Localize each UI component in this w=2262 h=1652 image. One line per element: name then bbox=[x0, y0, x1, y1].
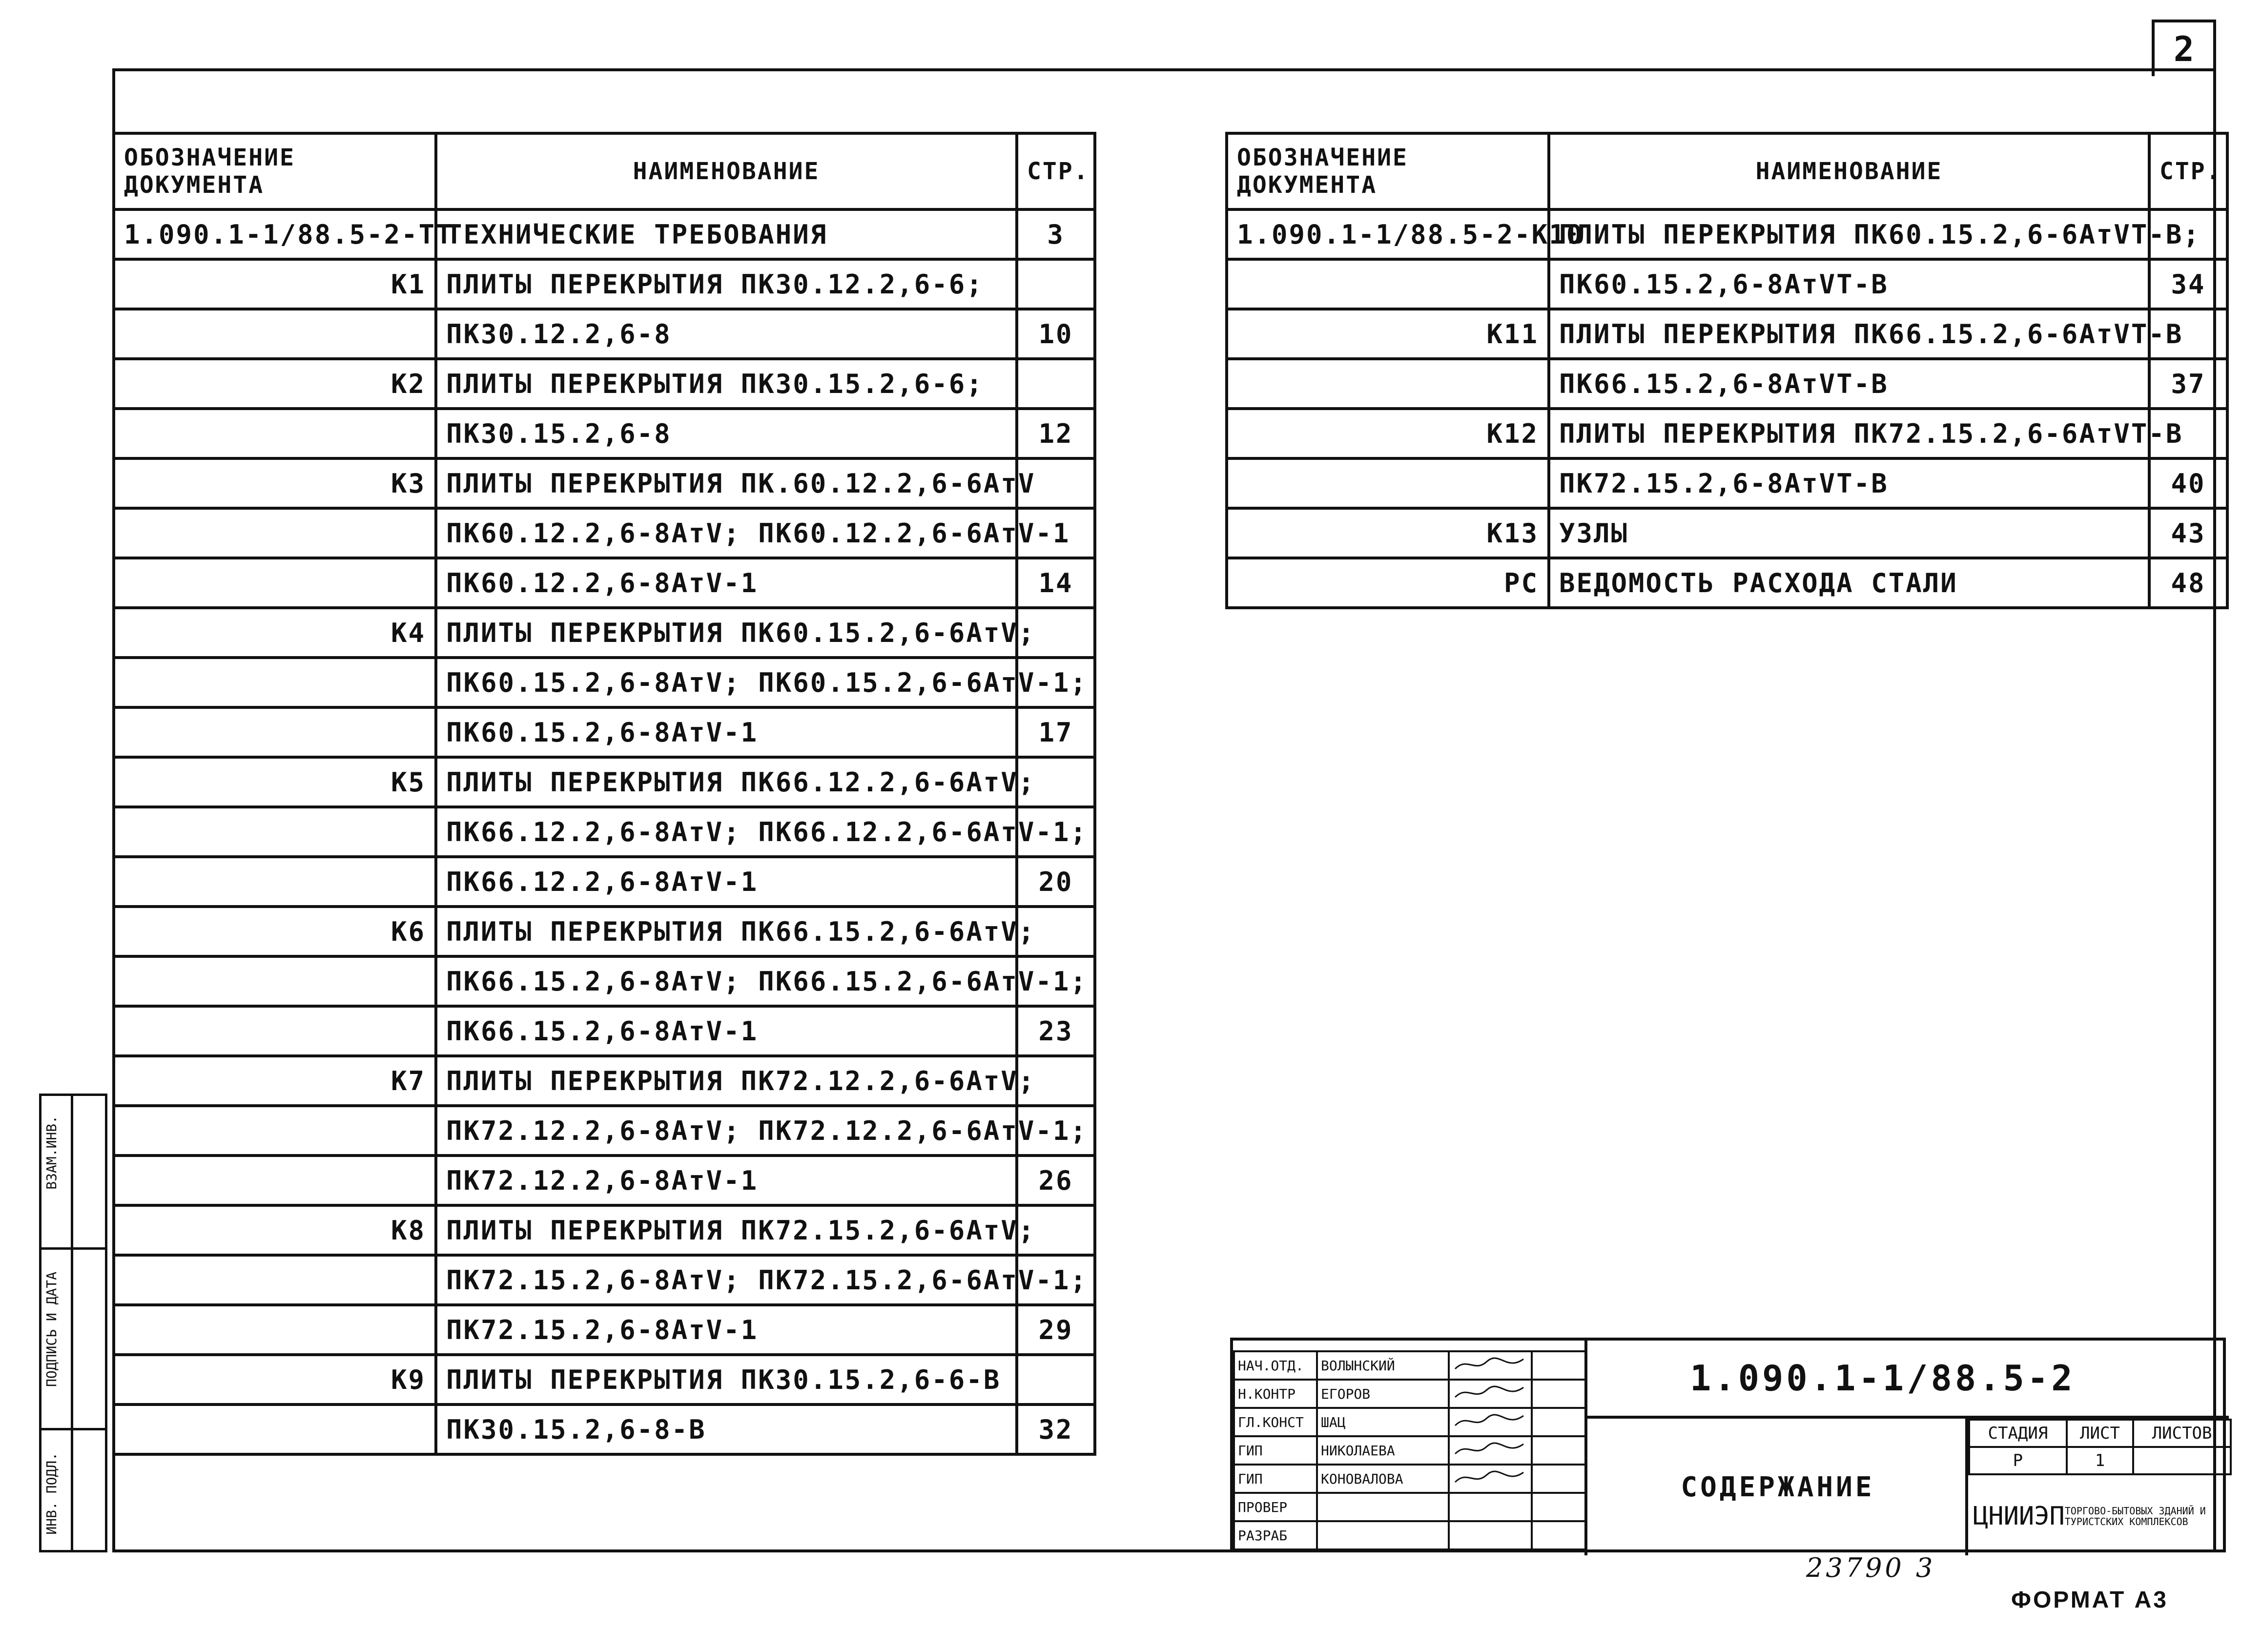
table-row bbox=[114, 807, 1095, 857]
row-code bbox=[114, 1305, 436, 1355]
row-name: ПК72.15.2,6-8АтV; ПК72.15.2,6-6АтV-1; bbox=[436, 1255, 1017, 1305]
table-row bbox=[1227, 209, 2227, 259]
archive-number: 23790 3 bbox=[1806, 1552, 1936, 1583]
row-page: 10 bbox=[1017, 309, 1095, 359]
signature-row bbox=[1234, 1436, 1585, 1465]
header-code: ОБОЗНАЧЕНИЕ ДОКУМЕНТА bbox=[114, 133, 436, 209]
row-name: ПК30.15.2,6-8 bbox=[436, 409, 1017, 458]
table-row bbox=[114, 558, 1095, 608]
handwritten-signature bbox=[1449, 1521, 1532, 1549]
header-page: СТР. bbox=[1017, 133, 1095, 209]
row-code bbox=[114, 956, 436, 1006]
row-code: К7 bbox=[114, 1056, 436, 1106]
row-code bbox=[1227, 259, 1549, 309]
signature-table bbox=[1233, 1350, 1586, 1550]
row-name: ПК60.15.2,6-8АтV-1 bbox=[436, 707, 1017, 757]
sidebar-label-inventory: ИНВ. ПОДЛ. bbox=[43, 1452, 60, 1535]
row-code bbox=[114, 508, 436, 558]
table-row bbox=[114, 409, 1095, 458]
table-row bbox=[1227, 359, 2227, 409]
table-row bbox=[114, 1404, 1095, 1454]
document-code: 1.090.1-1/88.5-2 bbox=[1584, 1341, 2229, 1419]
contents-table-left bbox=[112, 132, 1096, 1456]
table-row bbox=[114, 1056, 1095, 1106]
table-row bbox=[114, 956, 1095, 1006]
table-row bbox=[114, 1106, 1095, 1156]
signature-role: ГЛ.КОНСТ bbox=[1234, 1408, 1317, 1436]
row-name: ТЕХНИЧЕСКИЕ ТРЕБОВАНИЯ bbox=[436, 209, 1017, 259]
table-row bbox=[114, 1305, 1095, 1355]
table-row bbox=[114, 359, 1095, 409]
row-page bbox=[1017, 259, 1095, 309]
signature-name: НИКОЛАЕВА bbox=[1317, 1436, 1449, 1465]
signature-date bbox=[1532, 1380, 1585, 1408]
row-name: ПЛИТЫ ПЕРЕКРЫТИЯ ПК72.15.2,6-6АтV; bbox=[436, 1205, 1017, 1255]
table-row bbox=[1227, 558, 2227, 608]
header-name: НАИМЕНОВАНИЕ bbox=[1549, 133, 2149, 209]
table-row bbox=[114, 1255, 1095, 1305]
header-name: НАИМЕНОВАНИЕ bbox=[436, 133, 1017, 209]
organization bbox=[1968, 1477, 2232, 1555]
row-page: 29 bbox=[1017, 1305, 1095, 1355]
table-row bbox=[1227, 458, 2227, 508]
row-name: ПК72.12.2,6-8АтV; ПК72.12.2,6-6АтV-1; bbox=[436, 1106, 1017, 1156]
table-row bbox=[114, 707, 1095, 757]
row-name: ПК60.12.2,6-8АтV; ПК60.12.2,6-6АтV-1 bbox=[436, 508, 1017, 558]
row-code bbox=[1227, 359, 1549, 409]
table-row bbox=[114, 1355, 1095, 1404]
row-code bbox=[114, 807, 436, 857]
table-row bbox=[1227, 259, 2227, 309]
row-name: ПК66.15.2,6-8АтVТ-В bbox=[1549, 359, 2149, 409]
header-page: СТР. bbox=[2149, 133, 2227, 209]
row-code: К2 bbox=[114, 359, 436, 409]
row-name: ПК66.12.2,6-8АтV; ПК66.12.2,6-6АтV-1; bbox=[436, 807, 1017, 857]
row-code: К6 bbox=[114, 907, 436, 956]
table-row bbox=[114, 259, 1095, 309]
row-code: К11 bbox=[1227, 309, 1549, 359]
row-code: К1 bbox=[114, 259, 436, 309]
table-row bbox=[114, 857, 1095, 907]
row-page: 14 bbox=[1017, 558, 1095, 608]
handwritten-signature bbox=[1449, 1351, 1532, 1380]
row-code: К4 bbox=[114, 608, 436, 658]
handwritten-signature bbox=[1449, 1408, 1532, 1436]
signature-name bbox=[1317, 1521, 1449, 1549]
row-code bbox=[114, 309, 436, 359]
row-code: К13 bbox=[1227, 508, 1549, 558]
signature-role: Н.КОНТР bbox=[1234, 1380, 1317, 1408]
signature-row bbox=[1234, 1493, 1585, 1521]
row-page bbox=[1017, 1355, 1095, 1404]
sheet-label: ЛИСТ bbox=[2067, 1420, 2133, 1447]
sheets-value bbox=[2133, 1447, 2231, 1474]
row-code: К3 bbox=[114, 458, 436, 508]
table-row bbox=[114, 508, 1095, 558]
row-code bbox=[114, 857, 436, 907]
stage-label: СТАДИЯ bbox=[1969, 1420, 2067, 1447]
row-name: ПК72.12.2,6-8АтV-1 bbox=[436, 1156, 1017, 1205]
row-name: ВЕДОМОСТЬ РАСХОДА СТАЛИ bbox=[1549, 558, 2149, 608]
table-row bbox=[114, 658, 1095, 707]
row-name: ПК72.15.2,6-8АтV-1 bbox=[436, 1305, 1017, 1355]
row-code bbox=[114, 1255, 436, 1305]
table-row bbox=[114, 1006, 1095, 1056]
signature-name: ШАЦ bbox=[1317, 1408, 1449, 1436]
table-row bbox=[114, 1205, 1095, 1255]
signature-date bbox=[1532, 1493, 1585, 1521]
signature-row bbox=[1234, 1408, 1585, 1436]
table-row bbox=[114, 757, 1095, 807]
row-name: ПЛИТЫ ПЕРЕКРЫТИЯ ПК.60.12.2,6-6АтV bbox=[436, 458, 1017, 508]
row-code bbox=[114, 658, 436, 707]
stage-block bbox=[1965, 1419, 2232, 1555]
sidebar-label-replace: ВЗАМ.ИНВ. bbox=[43, 1115, 60, 1190]
row-code bbox=[114, 1006, 436, 1056]
row-code: К8 bbox=[114, 1205, 436, 1255]
row-code: К12 bbox=[1227, 409, 1549, 458]
row-code: РС bbox=[1227, 558, 1549, 608]
row-name: ПК66.12.2,6-8АтV-1 bbox=[436, 857, 1017, 907]
signature-date bbox=[1532, 1408, 1585, 1436]
document-title: СОДЕРЖАНИЕ bbox=[1584, 1419, 1968, 1555]
row-page: 40 bbox=[2149, 458, 2227, 508]
row-page: 48 bbox=[2149, 558, 2227, 608]
row-name: ПЛИТЫ ПЕРЕКРЫТИЯ ПК66.15.2,6-6АтV; bbox=[436, 907, 1017, 956]
signature-date bbox=[1532, 1351, 1585, 1380]
sheets-label: ЛИСТОВ bbox=[2133, 1420, 2231, 1447]
header-code: ОБОЗНАЧЕНИЕ ДОКУМЕНТА bbox=[1227, 133, 1549, 209]
handwritten-signature bbox=[1449, 1436, 1532, 1465]
row-name: ПК72.15.2,6-8АтVТ-В bbox=[1549, 458, 2149, 508]
table-row bbox=[114, 1156, 1095, 1205]
row-name: ПЛИТЫ ПЕРЕКРЫТИЯ ПК30.15.2,6-6-В bbox=[436, 1355, 1017, 1404]
handwritten-signature bbox=[1449, 1380, 1532, 1408]
row-code bbox=[114, 1404, 436, 1454]
row-code: 1.090.1-1/88.5-2-ТТ bbox=[114, 209, 436, 259]
row-code: К5 bbox=[114, 757, 436, 807]
table-row bbox=[1227, 508, 2227, 558]
row-code: К9 bbox=[114, 1355, 436, 1404]
sidebar-label-signature: ПОДПИСЬ И ДАТА bbox=[43, 1272, 60, 1387]
row-name: ПЛИТЫ ПЕРЕКРЫТИЯ ПК30.15.2,6-6; bbox=[436, 359, 1017, 409]
row-code bbox=[114, 409, 436, 458]
signature-row bbox=[1234, 1380, 1585, 1408]
signature-date bbox=[1532, 1436, 1585, 1465]
signature-row bbox=[1234, 1351, 1585, 1380]
signature-role: РАЗРАБ bbox=[1234, 1521, 1317, 1549]
row-name: УЗЛЫ bbox=[1549, 508, 2149, 558]
paper-format: ФОРМАТ А3 bbox=[2011, 1587, 2168, 1613]
handwritten-signature bbox=[1449, 1465, 1532, 1493]
stage-value: Р bbox=[1969, 1447, 2067, 1474]
row-page: 3 bbox=[1017, 209, 1095, 259]
row-name: ПЛИТЫ ПЕРЕКРЫТИЯ ПК66.12.2,6-6АтV; bbox=[436, 757, 1017, 807]
signature-role: НАЧ.ОТД. bbox=[1234, 1351, 1317, 1380]
signature-row bbox=[1234, 1465, 1585, 1493]
signature-name: КОНОВАЛОВА bbox=[1317, 1465, 1449, 1493]
table-row bbox=[114, 907, 1095, 956]
row-page: 20 bbox=[1017, 857, 1095, 907]
signature-name bbox=[1317, 1493, 1449, 1521]
approval-sidebar bbox=[39, 1094, 107, 1552]
signature-role: ПРОВЕР bbox=[1234, 1493, 1317, 1521]
row-code bbox=[1227, 458, 1549, 508]
table-row bbox=[114, 608, 1095, 658]
table-row bbox=[1227, 309, 2227, 359]
row-code bbox=[114, 707, 436, 757]
handwritten-signature bbox=[1449, 1493, 1532, 1521]
signature-name: ВОЛЫНСКИЙ bbox=[1317, 1351, 1449, 1380]
signature-row bbox=[1234, 1521, 1585, 1549]
sheet-number: 2 bbox=[2152, 20, 2216, 76]
signature-name: ЕГОРОВ bbox=[1317, 1380, 1449, 1408]
table-row bbox=[114, 309, 1095, 359]
row-name: ПК60.15.2,6-8АтV; ПК60.15.2,6-6АтV-1; bbox=[436, 658, 1017, 707]
row-page: 34 bbox=[2149, 259, 2227, 309]
row-name: ПК66.15.2,6-8АтV-1 bbox=[436, 1006, 1017, 1056]
row-page bbox=[1017, 359, 1095, 409]
row-page: 43 bbox=[2149, 508, 2227, 558]
row-name: ПК60.15.2,6-8АтVТ-В bbox=[1549, 259, 2149, 309]
row-name: ПЛИТЫ ПЕРЕКРЫТИЯ ПК72.15.2,6-6АтVТ-В bbox=[1549, 409, 2149, 458]
signature-role: ГИП bbox=[1234, 1436, 1317, 1465]
signature-date bbox=[1532, 1465, 1585, 1493]
title-block bbox=[1230, 1338, 2226, 1552]
row-page: 17 bbox=[1017, 707, 1095, 757]
row-code: 1.090.1-1/88.5-2-К10 bbox=[1227, 209, 1549, 259]
row-code bbox=[114, 1106, 436, 1156]
row-name: ПЛИТЫ ПЕРЕКРЫТИЯ ПК72.12.2,6-6АтV; bbox=[436, 1056, 1017, 1106]
row-name: ПЛИТЫ ПЕРЕКРЫТИЯ ПК60.15.2,6-6АтV; bbox=[436, 608, 1017, 658]
row-page: 32 bbox=[1017, 1404, 1095, 1454]
row-name: ПЛИТЫ ПЕРЕКРЫТИЯ ПК30.12.2,6-6; bbox=[436, 259, 1017, 309]
row-page: 26 bbox=[1017, 1156, 1095, 1205]
row-code bbox=[114, 1156, 436, 1205]
signature-role: ГИП bbox=[1234, 1465, 1317, 1493]
row-name: ПК30.15.2,6-8-В bbox=[436, 1404, 1017, 1454]
row-page: 37 bbox=[2149, 359, 2227, 409]
row-page: 23 bbox=[1017, 1006, 1095, 1056]
org-name: ЦНИИЭП bbox=[1973, 1502, 2065, 1531]
row-name: ПК30.12.2,6-8 bbox=[436, 309, 1017, 359]
row-name: ПК66.15.2,6-8АтV; ПК66.15.2,6-6АтV-1; bbox=[436, 956, 1017, 1006]
table-row bbox=[114, 458, 1095, 508]
table-row bbox=[114, 209, 1095, 259]
row-name: ПЛИТЫ ПЕРЕКРЫТИЯ ПК66.15.2,6-6АтVТ-В bbox=[1549, 309, 2149, 359]
contents-table-right bbox=[1225, 132, 2229, 609]
row-code bbox=[114, 558, 436, 608]
table-row bbox=[1227, 409, 2227, 458]
row-name: ПЛИТЫ ПЕРЕКРЫТИЯ ПК60.15.2,6-6АтVТ-В; bbox=[1549, 209, 2149, 259]
signature-date bbox=[1532, 1521, 1585, 1549]
org-description: ТОРГОВО-БЫТОВЫХ ЗДАНИЙ И ТУРИСТСКИХ КОМПЛЕКСОВ bbox=[2064, 1505, 2206, 1528]
row-name: ПК60.12.2,6-8АтV-1 bbox=[436, 558, 1017, 608]
sheet-value: 1 bbox=[2067, 1447, 2133, 1474]
row-page: 12 bbox=[1017, 409, 1095, 458]
